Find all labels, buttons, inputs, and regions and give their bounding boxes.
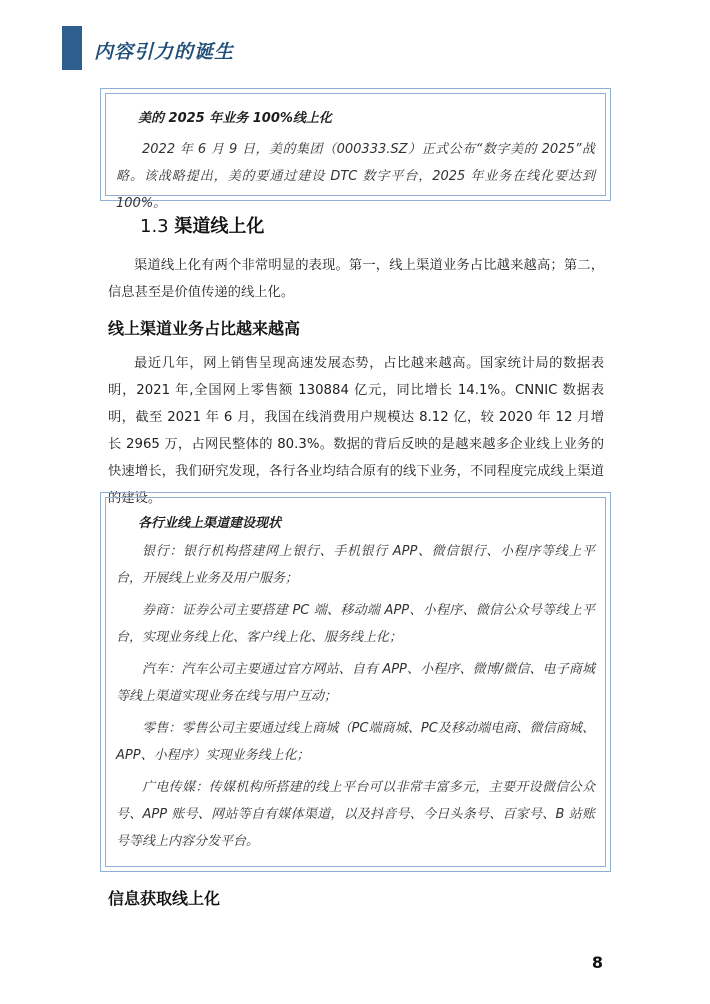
callout-box-industries [100, 492, 611, 872]
callout-paragraph: 2022 年 6 月 9 日，美的集团（000333.SZ）正式公布“数字美的 2025”战略。该战略提出，美的要通过建设 DTC 数字平台，2025 年业务在线化要达到 100%。 [116, 142, 595, 211]
subsection-heading-online-share: 线上渠道业务占比越来越高 [108, 319, 301, 338]
callout-box-midea [100, 88, 611, 211]
industry-item-media: 广电传媒：传媒机构所搭建的线上平台可以非常丰富多元，主要开设微信公众号、APP 账号、网站等自有媒体渠道，以及抖音号、今日头条号、百家号、B 站账号等线上内容分发平台。 [116, 780, 595, 849]
header-accent-bar [62, 26, 82, 70]
subsection-heading-info-online: 信息获取线上化 [108, 889, 221, 908]
callout-title: 各行业线上渠道建设现状 [138, 516, 282, 531]
page-number: 8 [591, 953, 603, 972]
header-title: 内容引力的诞生 [94, 41, 235, 63]
callout-box-inner [105, 497, 606, 867]
callout-title: 美的 2025 年业务 100%线上化 [138, 111, 332, 126]
callout-box-inner [105, 93, 606, 211]
industry-item-auto: 汽车：汽车公司主要通过官方网站、自有 APP、小程序、微博/微信、电子商城等线上渠道实现业务在线与用户互动； [116, 662, 595, 704]
section-heading [140, 212, 264, 238]
industry-item-bank: 银行：银行机构搭建网上银行、手机银行 APP、微信银行、小程序等线上平台，开展线上业务及用户服务； [116, 544, 595, 586]
industry-item-securities: 券商：证券公司主要搭建 PC 端、移动端 APP、小程序、微信公众号等线上平台，实现业务线上化、客户线上化、服务线上化； [116, 603, 595, 645]
online-share-paragraph: 最近几年，网上销售呈现高速发展态势，占比越来越高。国家统计局的数据表明，2021 年,全国网上零售额 130884 亿元，同比增长 14.1%。CNNIC 数据表明，截至 2021 年 6 月，我国在线消费用户规模达 8.12 亿，较 2020 年 12 月增长 2965 万，占网民整体的 80.3%。数据的背后反映的是越来越多企业线上业务的快速增长，我们研究发现，各行各业均结合原有的线下业务，不同程度完成线上渠道的建设。 [108, 356, 604, 506]
section-title: 渠道线上化 [174, 216, 265, 237]
section-intro-paragraph: 渠道线上化有两个非常明显的表现。第一，线上渠道业务占比越来越高；第二，信息甚至是价值传递的线上化。 [108, 258, 604, 300]
section-number: 1.3 [140, 216, 169, 237]
industry-item-retail: 零售：零售公司主要通过线上商城（PC端商城、PC及移动端电商、微信商城、APP、小程序）实现业务线上化； [116, 721, 595, 763]
